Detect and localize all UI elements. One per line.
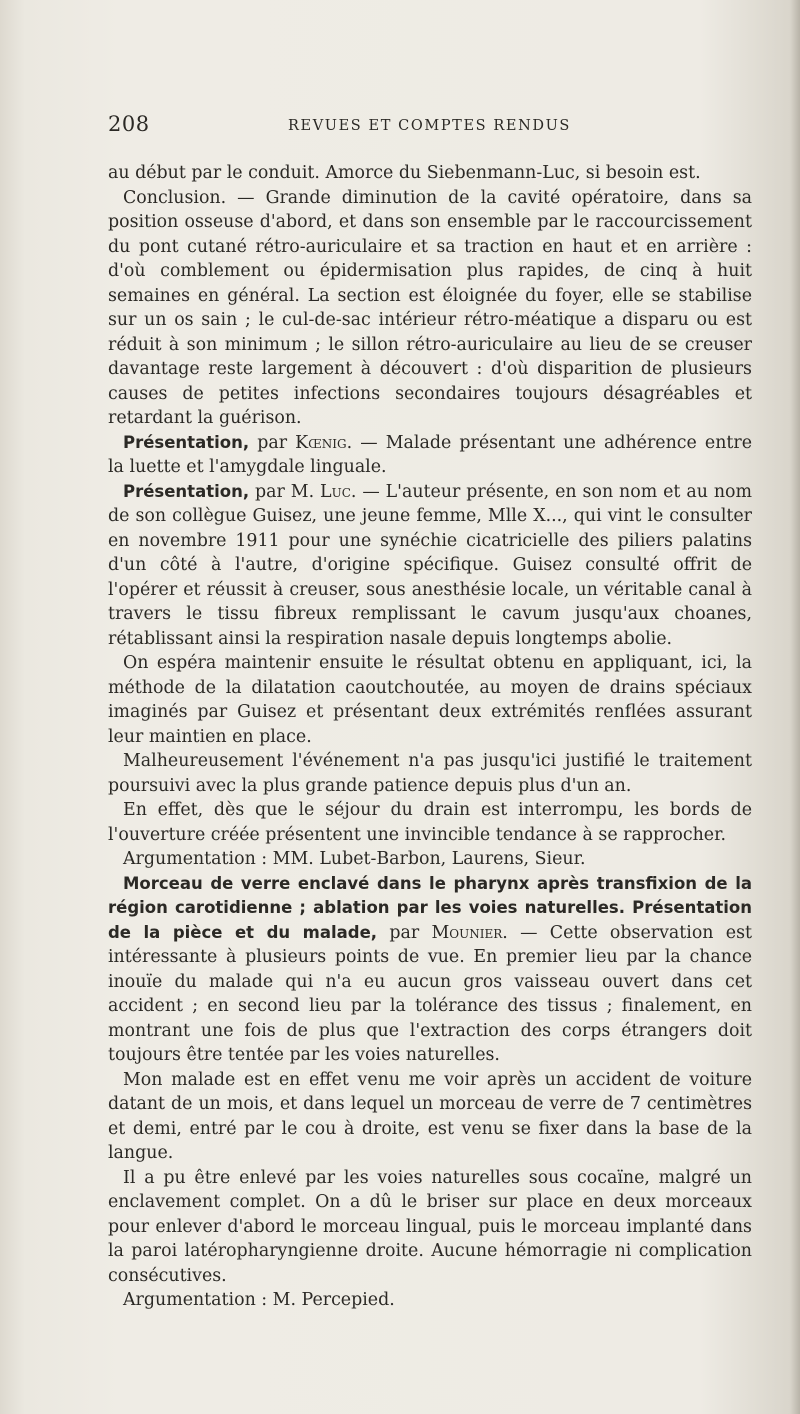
paragraph: au début par le conduit. Amorce du Siebenmann-Luc, si besoin est. xyxy=(108,163,701,183)
paragraph: Il a pu être enlevé par les voies naturelles sous cocaïne, malgré un enclavement complet. On a dû le briser sur place en deux morceaux pour enlever d'abord le morceau lingual, puis le morceau implanté dans la paroi latéropharyngienne droite. Aucune hémorragie ni complication consécutives. xyxy=(108,1167,752,1286)
running-head: REVUES ET COMPTES RENDUS xyxy=(288,118,571,134)
paragraph: On espéra maintenir ensuite le résultat obtenu en appliquant, ici, la méthode de la dilatation caoutchoutée, au moyen de drains spéciaux imaginés par Guisez et présentant deux extrémités renflées assurant leur maintien en place. xyxy=(108,653,752,747)
paragraph: Conclusion. — Grande diminution de la cavité opératoire, dans sa position osseuse d'abord, et dans son ensemble par le raccourcissement du pont cutané rétro-auriculaire et sa traction en haut et en arrière : d'où comblement ou épidermisation plus rapides, de cinq à huit semaines en général. La section est éloignée du foyer, elle se stabilise sur un os sain ; le cul-de-sac intérieur rétro-méatique a disparu ou est réduit à son minimum ; le sillon rétro-auriculaire au lieu de se creuser davantage reste largement à découvert : d'où disparition de plusieurs causes de petites infections secondaires toujours désagréables et retardant la guérison. xyxy=(108,187,752,428)
paragraph: Présentation, par M. Luc. — L'auteur présente, en son nom et au nom de son collègue Guisez, une jeune femme, Mlle X..., qui vint le consulter en novembre 1911 pour une synéchie cicatricielle des piliers palatins d'un côté à l'autre, d'origine spécifique. Guisez consulté offrit de l'opérer et réussit à creuser, sous anesthésie locale, un véritable canal à travers le tissu fibreux remplissant le cavum jusqu'aux choanes, rétablissant ainsi la respiration nasale depuis longtemps abolie. xyxy=(108,481,752,649)
body-text xyxy=(108,161,752,1313)
paragraph: Argumentation : M. Percepied. xyxy=(123,1290,395,1310)
page-header xyxy=(108,112,752,142)
paragraph: Morceau de verre enclavé dans le pharynx après transfixion de la région carotidienne ; ablation par les voies naturelles. Présentation de la pièce et du malade, par Mounier. — Cette observation est intéressante à plusieurs points de vue. En premier lieu par la chance inouïe du malade qui n'a eu aucun gros vaisseau ouvert dans cet accident ; en second lieu par la tolérance des tissus ; finalement, en montrant une fois de plus que l'extraction des corps étrangers doit toujours être tentée par les voies naturelles. xyxy=(108,873,752,1065)
author-name: Kœnig xyxy=(295,432,347,453)
section-heading: Présentation, xyxy=(123,481,250,501)
paragraph: Argumentation : MM. Lubet-Barbon, Laurens, Sieur. xyxy=(123,849,586,869)
section-heading: Présentation, xyxy=(123,432,250,452)
paragraph: Malheureusement l'événement n'a pas jusqu'ici justifié le traitement poursuivi avec la plus grande patience depuis plus d'un an. xyxy=(108,751,752,796)
paragraph: Présentation, par Kœnig. — Malade présentant une adhérence entre la luette et l'amygdale linguale. xyxy=(108,432,752,477)
page-number: 208 xyxy=(108,112,150,136)
paragraph: En effet, dès que le séjour du drain est interrompu, les bords de l'ouverture créée présentent une invincible tendance à se rapprocher. xyxy=(108,800,752,845)
author-name: Luc xyxy=(320,481,351,502)
section-heading: Morceau de verre enclavé dans le pharynx après transfixion de la région carotidienne ; ablation par les voies naturelles. Présentation de la pièce et du malade, xyxy=(108,873,752,942)
author-name: Mounier xyxy=(431,922,503,943)
paragraph: Mon malade est en effet venu me voir après un accident de voiture datant de un mois, et dans lequel un morceau de verre de 7 centimètres et demi, entré par le cou à droite, est venu se fixer dans la base de la langue. xyxy=(108,1069,752,1163)
